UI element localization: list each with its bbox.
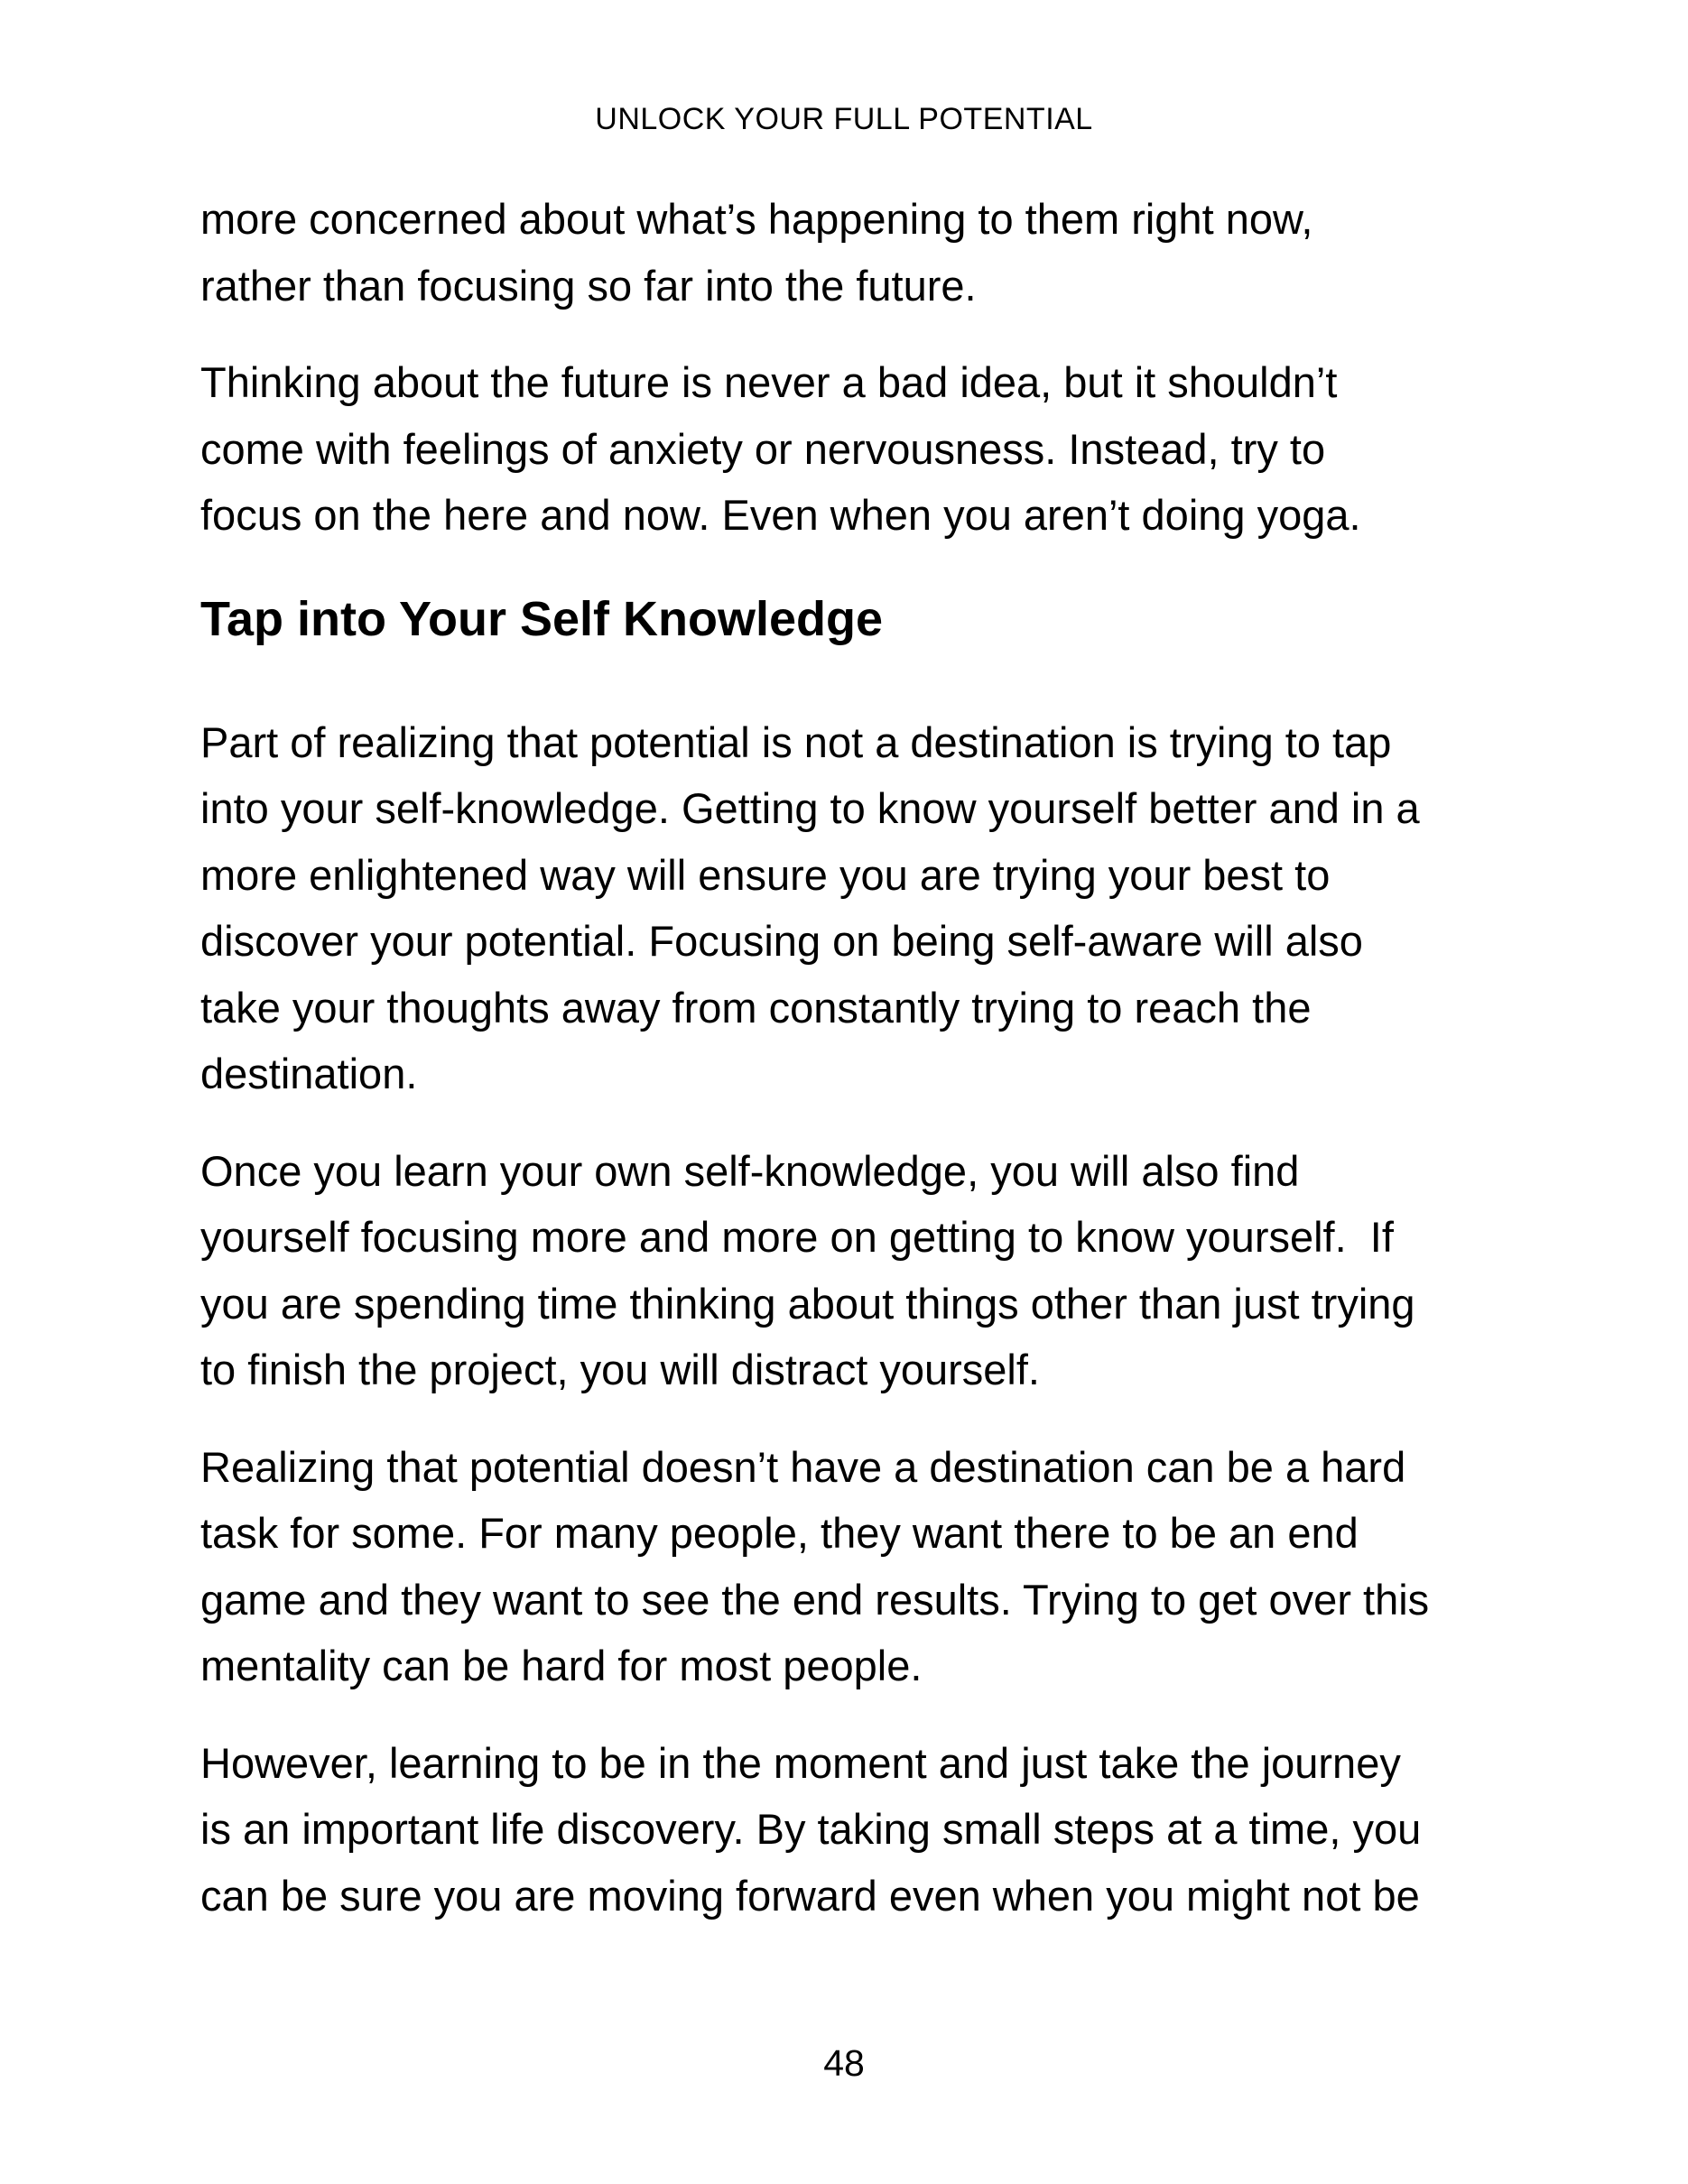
text-line: rather than focusing so far into the future.: [200, 261, 977, 310]
text-line: focus on the here and now. Even when you aren’t doing yoga.: [200, 491, 1361, 539]
text-line: game and they want to see the end results. Trying to get over this: [200, 1575, 1430, 1624]
text-line: more concerned about what’s happening to them right now,: [200, 195, 1313, 243]
text-line: take your thoughts away from constantly trying to reach the: [200, 983, 1312, 1032]
text-line: mentality can be hard for most people.: [200, 1642, 923, 1689]
text-line: discover your potential. Focusing on being self-aware will also: [200, 917, 1363, 965]
running-header: UNLOCK YOUR FULL POTENTIAL: [595, 102, 1093, 136]
paragraph: [200, 709, 1518, 1107]
text-line: However, learning to be in the moment and just take the journey: [200, 1738, 1401, 1787]
text-line: Realizing that potential doesn’t have a destination can be a hard: [200, 1442, 1406, 1491]
section-heading: Tap into Your Self Knowledge: [200, 591, 884, 646]
paragraph: [200, 186, 1518, 319]
text-line: Thinking about the future is never a bad idea, but it shouldn’t: [200, 358, 1338, 406]
text-line: Once you learn your own self-knowledge, you will also find: [200, 1146, 1300, 1195]
paragraph: [200, 1730, 1518, 1930]
text-line: is an important life discovery. By taking small steps at a time, you: [200, 1805, 1422, 1853]
text-line: can be sure you are moving forward even when you might not be: [200, 1871, 1420, 1920]
page-number: 48: [823, 2042, 865, 2084]
text-line: destination.: [200, 1050, 418, 1097]
paragraph: [200, 1434, 1518, 1699]
text-line: Part of realizing that potential is not a destination is trying to tap: [200, 717, 1392, 766]
paragraph: [200, 349, 1518, 549]
text-line: into your self-knowledge. Getting to know yourself better and in a: [200, 784, 1420, 832]
page-body: [200, 186, 1518, 1959]
paragraph: [200, 1138, 1518, 1403]
text-line: you are spending time thinking about things other than just trying: [200, 1279, 1415, 1328]
text-line: to finish the project, you will distract yourself.: [200, 1346, 1040, 1393]
text-line: more enlightened way will ensure you are trying your best to: [200, 850, 1331, 899]
text-line: yourself focusing more and more on getting to know yourself. If: [200, 1213, 1394, 1261]
text-line: come with feelings of anxiety or nervousness. Instead, try to: [200, 424, 1326, 473]
text-line: task for some. For many people, they want there to be an end: [200, 1509, 1359, 1557]
